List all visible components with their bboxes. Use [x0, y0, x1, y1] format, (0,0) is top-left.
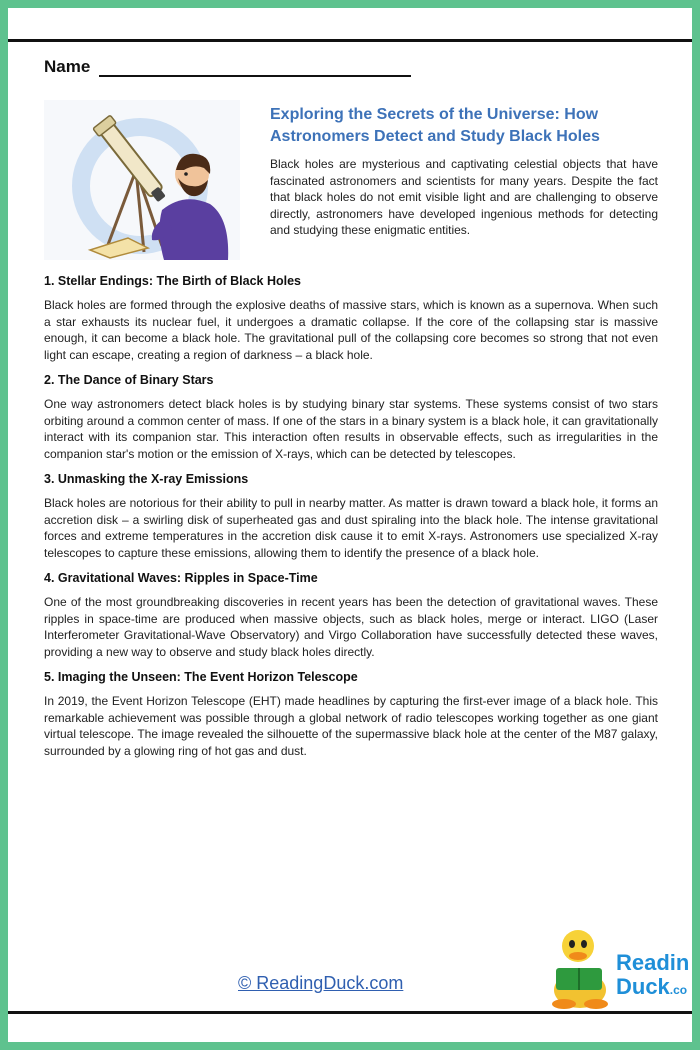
- section-5: [44, 670, 658, 759]
- section-text: In 2019, the Event Horizon Telescope (EHT) made headlines by capturing the first-ever image of a black hole. This remarkable achievement was possible through a global network of radio telescopes working together as one giant virtual telescope. The image revealed the silhouette of the supermassive black hole at the center of the M87 galaxy, surrounded by a glowing ring of hot gas and dust.: [44, 694, 658, 758]
- article-intro: Black holes are mysterious and captivating celestial objects that have fascinated astronomers and scientists for many years. Despite the fact that black holes do not emit visible light and are challenging to observe directly, astronomers have developed ingenious methods for detecting and studying these enigmatic entities.: [270, 157, 658, 237]
- logo-text-duck-word: Duck: [616, 974, 670, 999]
- section-2: [44, 373, 658, 462]
- name-blank-line: [99, 59, 411, 77]
- article-body: [44, 274, 658, 769]
- section-4: [44, 571, 658, 660]
- section-1: [44, 274, 658, 363]
- bottom-rule: [8, 1011, 692, 1014]
- section-heading: 4. Gravitational Waves: Ripples in Space-Time: [44, 571, 318, 585]
- section-text: One way astronomers detect black holes is by studying binary star systems. These systems consist of two stars orbiting around a common center of mass. If one of the stars in a binary system is a black hole, it can gravitationally interact with its companion star. This interaction often results in observable effects, such as irregularities in the companion star's motion or the emission of X-rays, which can be detected by telescopes.: [44, 397, 658, 461]
- section-heading: 2. The Dance of Binary Stars: [44, 373, 214, 387]
- section-heading: 1. Stellar Endings: The Birth of Black Holes: [44, 274, 301, 288]
- section-text: Black holes are formed through the explosive deaths of massive stars, which is known as a supernova. When such a star exhausts its nuclear fuel, it undergoes a dramatic collapse. If the core of the collapsing star is massive enough, it can become a black hole. The gravitational pull of the collapsing core becomes so strong that not even light can escape, creating a region of darkness – a black hole.: [44, 298, 658, 362]
- name-row: [44, 57, 411, 77]
- logo-text-suffix: .co: [669, 983, 688, 997]
- top-rule: [8, 39, 692, 42]
- readingduck-link[interactable]: © ReadingDuck.com: [238, 973, 404, 993]
- section-text: Black holes are notorious for their ability to pull in nearby matter. As matter is drawn toward a black hole, it forms an accretion disk – a swirling disk of superheated gas and dust spiraling into the black hole. The intense gravitational forces and extreme temperatures in the accretion disk cause it to emit X-rays. Astronomers use specialized X-ray telescopes to capture these emissions, allowing them to identify the presence of a black hole.: [44, 496, 658, 560]
- logo-text-reading: Readin: [616, 950, 690, 975]
- section-text: One of the most groundbreaking discoveries in recent years has been the detection of gravitational waves. These ripples in space-time are produced when massive objects, such as black holes, merge or interact. LIGO (Laser Interferometer Gravitational-Wave Observatory) and Virgo Collaboration have successfully detected these waves, providing a new way to observe and study black holes directly.: [44, 595, 658, 659]
- logo-text-duck: [616, 974, 687, 1000]
- name-label: Name: [44, 57, 91, 76]
- article-title: Exploring the Secrets of the Universe: How Astronomers Detect and Study Black Holes: [270, 106, 600, 145]
- section-3: [44, 472, 658, 561]
- section-heading: 5. Imaging the Unseen: The Event Horizon Telescope: [44, 670, 358, 684]
- astronomer-telescope-illustration: [44, 100, 240, 260]
- worksheet-page: [8, 8, 692, 1042]
- reading-duck-logo: [544, 918, 692, 1010]
- section-heading: 3. Unmasking the X-ray Emissions: [44, 472, 249, 486]
